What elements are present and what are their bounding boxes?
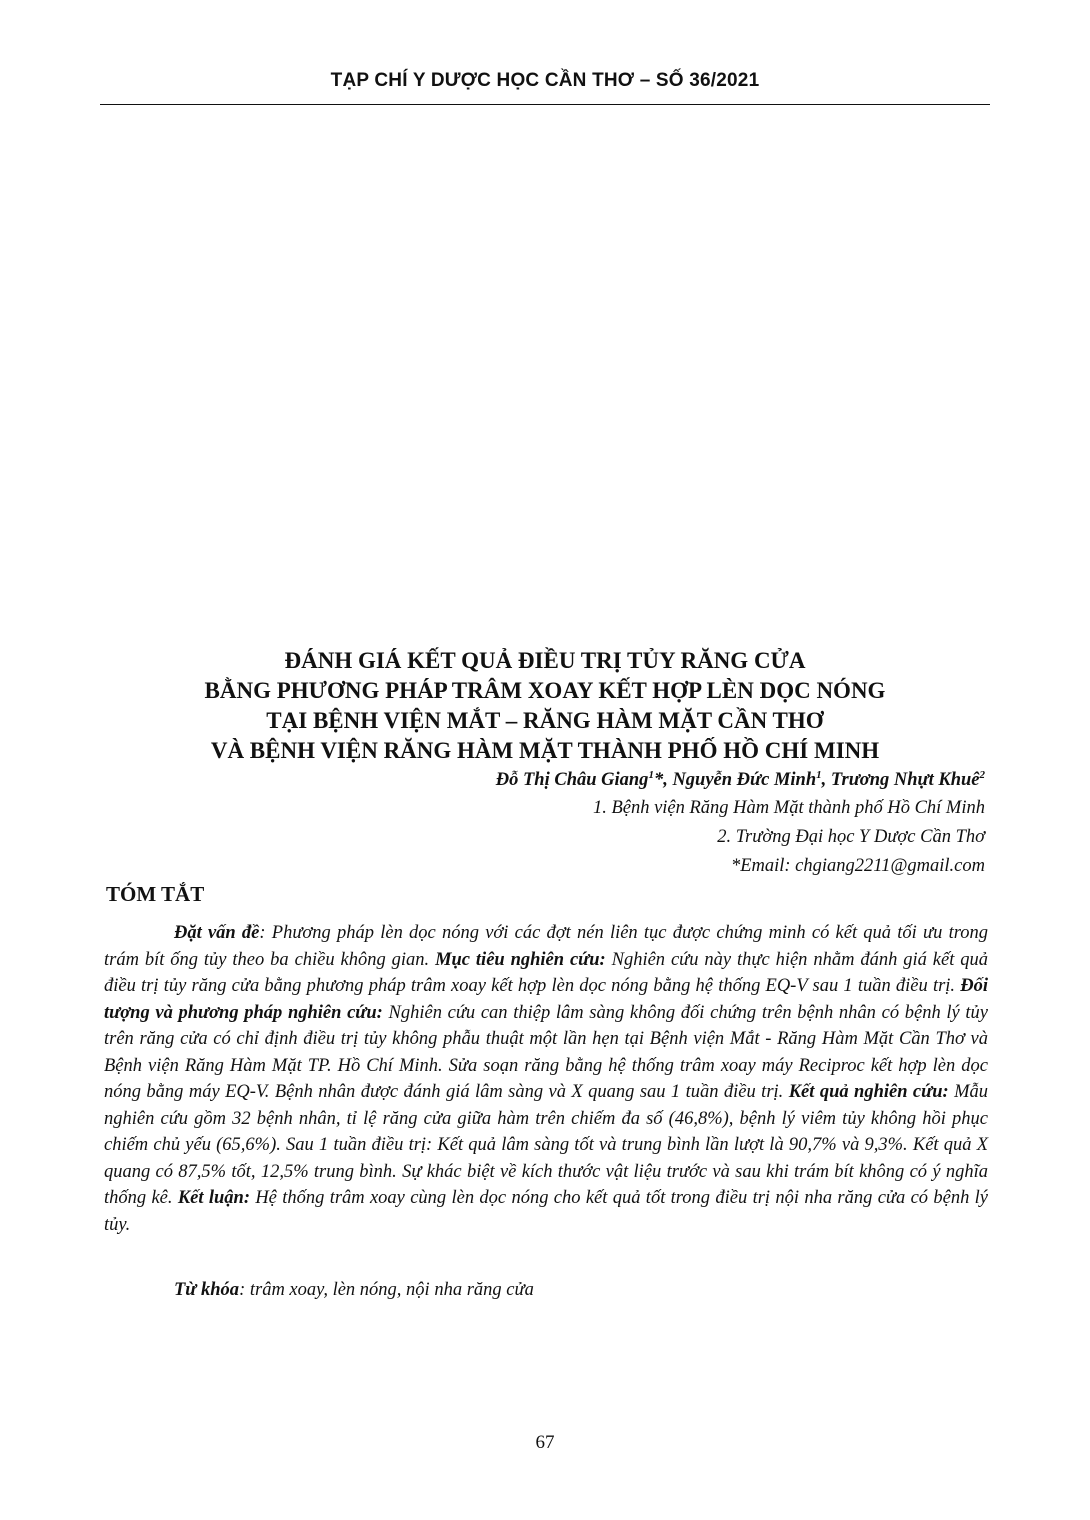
affiliation-2: 2. Trường Đại học Y Dược Cần Thơ (717, 827, 985, 847)
results-label: Kết quả nghiên cứu: (788, 1082, 949, 1102)
keywords-text: : trâm xoay, lèn nóng, nội nha răng cửa (239, 1280, 534, 1300)
title-line-1: ĐÁNH GIÁ KẾT QUẢ ĐIỀU TRỊ TỦY RĂNG CỬA (284, 648, 806, 673)
page-number: 67 (535, 1432, 555, 1453)
abstract-body (104, 920, 988, 1238)
results-text: Mẫu nghiên cứu gồm 32 bệnh nhân, tỉ lệ răng cửa giữa hàm trên chiếm đa số (46,8%), bệnh lý viêm tủy không hồi phục chiếm chủ yếu (65,6%). Sau 1 tuần điều trị: Kết quả lâm sàng tốt và trung bình lần lượt là 90,7% và 9,3%. Kết quả X quang có 87,5% tốt, 12,5% trung bình. Sự khác biệt về kích thước vật liệu trước và sau khi trám bít không có ý nghĩa thống kê. (104, 1082, 989, 1208)
methods-text: Nghiên cứu can thiệp lâm sàng không đối chứng trên bệnh nhân có bệnh lý tủy trên răng cửa có chỉ định điều trị tủy không phẫu thuật một lần hẹn tại Bệnh viện Mắt - Răng Hàm Mặt Cần Thơ và Bệnh viện Răng Hàm Mặt TP. Hồ Chí Minh. Sửa soạn răng bằng hệ thống trâm xoay máy Reciproc kết hợp lèn dọc nóng bằng máy EQ-V. Bệnh nhân được đánh giá lâm sàng và X quang sau 1 tuần điều trị. (104, 1002, 988, 1102)
title-line-2: BẰNG PHƯƠNG PHÁP TRÂM XOAY KẾT HỢP LÈN DỌC NÓNG (204, 678, 886, 703)
conclusion-text: Hệ thống trâm xoay cùng lèn dọc nóng cho kết quả tốt trong điều trị nội nha răng cửa có bệnh lý tủy. (104, 1188, 988, 1235)
methods-label: Đối tượng và phương pháp nghiên cứu: (104, 976, 988, 1023)
title-line-3: TẠI BỆNH VIỆN MẮT – RĂNG HÀM MẶT CẦN THƠ (266, 708, 824, 733)
abstract-heading: TÓM TẮT (106, 882, 205, 906)
affiliation-1: 1. Bệnh viện Răng Hàm Mặt thành phố Hồ Chí Minh (592, 798, 985, 818)
corresponding-email: *Email: chgiang2211@gmail.com (730, 856, 985, 876)
conclusion-label: Kết luận: (177, 1188, 250, 1208)
author-separator: , (821, 770, 831, 791)
author-2-affil: 1 (816, 769, 822, 781)
background-text: : Phương pháp lèn dọc nóng với các đợt nén liên tục được chứng minh có kết quả tối ưu trong trám bít ống tủy theo ba chiều không gian. (104, 923, 988, 970)
article-title (100, 646, 990, 766)
objective-label: Mục tiêu nghiên cứu: (435, 949, 606, 970)
corresponding-mark: *, (653, 770, 673, 791)
author-2: Nguyễn Đức Minh (672, 770, 817, 791)
title-line-4: VÀ BỆNH VIỆN RĂNG HÀM MẶT THÀNH PHỐ HỒ CHÍ MINH (210, 738, 880, 763)
header-divider (100, 104, 990, 105)
keywords-line (174, 1280, 534, 1301)
objective-text: Nghiên cứu này thực hiện nhằm đánh giá kết quả điều trị tủy răng cửa bằng phương pháp trâm xoay kết hợp lèn dọc nóng bằng hệ thống EQ-V sau 1 tuần điều trị. (104, 949, 988, 996)
keywords-label: Từ khóa (174, 1280, 240, 1300)
author-1-affil: 1 (648, 769, 654, 781)
author-list (496, 769, 985, 791)
journal-header: TẠP CHÍ Y DƯỢC HỌC CẦN THƠ – SỐ 36/2021 (330, 70, 760, 91)
author-3-affil: 2 (979, 769, 985, 781)
author-3: Trương Nhựt Khuê (830, 770, 980, 791)
author-1: Đỗ Thị Châu Giang (495, 770, 649, 791)
background-label: Đặt vấn đề (174, 923, 260, 943)
